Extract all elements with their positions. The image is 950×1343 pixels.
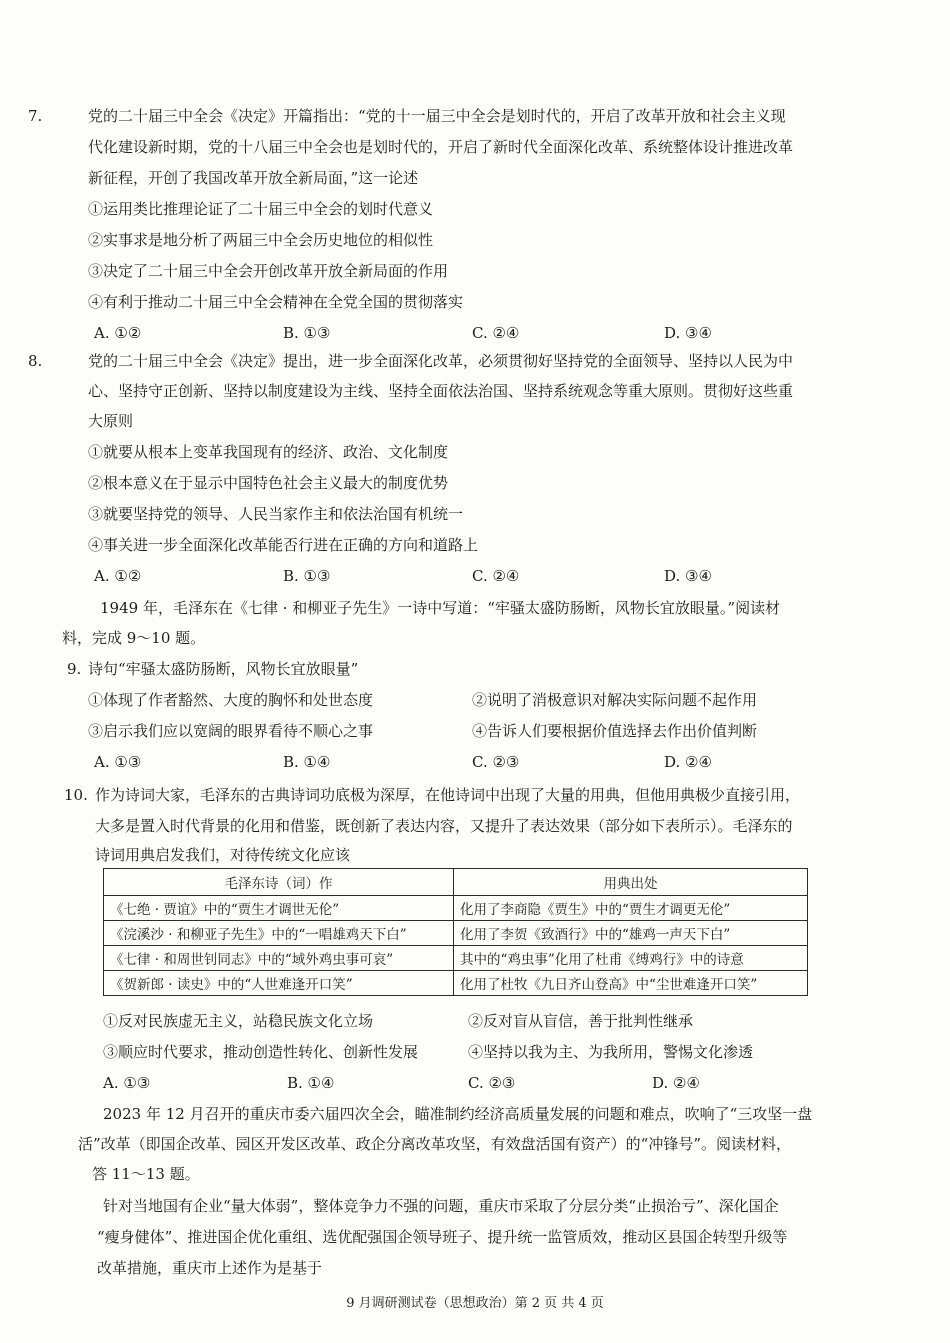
q9-number: 9. [67,660,82,678]
q9-item: ②说明了消极意识对解决实际问题不起作用 [472,691,758,709]
q8-stem-line: 党的二十届三中全会《决定》提出，进一步全面深化改革，必须贯彻好坚持党的全面领导、坚持以人民为中 [88,352,794,370]
q11-stem-line: “瘦身健体”、推进国企优化重组、选优配强国企领导班子、提升统一监管质效，推动区县国企转型升级等 [97,1228,788,1246]
q7-option-a: A. ①② [94,324,142,342]
table-cell: 其中的“鸡虫事”化用了杜甫《缚鸡行》中的诗意 [454,946,808,971]
q9-item: ③启示我们应以宽阔的眼界看待不顺心之事 [88,722,374,740]
q9-option-c: C. ②③ [472,753,520,771]
q7-item: ④有利于推动二十届三中全会精神在全党全国的贯彻落实 [88,293,464,311]
q9-option-b: B. ①④ [283,753,331,771]
material-11-13-line: 答 11～13 题。 [92,1165,200,1183]
q9-item: ①体现了作者豁然、大度的胸怀和处世态度 [88,691,374,709]
q10-stem-line: 诗词用典启发我们，对待传统文化应该 [95,846,351,864]
q11-stem-line: 针对当地国有企业“量大体弱”，整体竞争力不强的问题，重庆市采取了分层分类“止损治亏”、深化国企 [103,1197,779,1215]
q10-item: ①反对民族虚无主义，站稳民族文化立场 [103,1012,374,1030]
table-row [104,946,808,971]
q8-stem-line: 心、坚持守正创新、坚持以制度建设为主线、坚持全面依法治国、坚持系统观念等重大原则。贯彻好这些重 [88,382,794,400]
q10-stem-line: 大多是置入时代背景的化用和借鉴，既创新了表达内容，又提升了表达效果（部分如下表所示）。毛泽东的 [95,817,793,835]
q9-option-a: A. ①③ [94,753,142,771]
q10-item: ③顺应时代要求，推动创造性转化、创新性发展 [103,1043,419,1061]
q8-option-c: C. ②④ [472,567,520,585]
q7-stem-line: 党的二十届三中全会《决定》开篇指出：“党的十一届三中全会是划时代的，开启了改革开放和社会主义现 [88,107,786,125]
table-cell: 《七律 · 和周世钊同志》中的“域外鸡虫事可哀” [104,946,454,971]
table-header-row [104,869,808,896]
q7-item: ②实事求是地分析了两届三中全会历史地位的相似性 [88,231,434,249]
q9-stem: 诗句“牢骚太盛防肠断，风物长宜放眼量” [88,660,359,678]
q8-option-a: A. ①② [94,567,142,585]
q10-number: 10. [64,786,88,804]
table-row [104,971,808,996]
q7-stem-line: 新征程，开创了我国改革开放全新局面，”这一论述 [88,169,419,187]
q7-option-b: B. ①③ [283,324,331,342]
material-9-10-line: 1949 年，毛泽东在《七律 · 和柳亚子先生》一诗中写道：“牢骚太盛防肠断，风物长宜放眼量。”阅读材 [100,599,781,617]
q10-item: ②反对盲从盲信，善于批判性继承 [468,1012,694,1030]
q8-item: ②根本意义在于显示中国特色社会主义最大的制度优势 [88,474,449,492]
q8-item: ③就要坚持党的领导、人民当家作主和依法治国有机统一 [88,505,464,523]
q7-number: 7. [28,107,43,125]
table-cell: 化用了李贺《致酒行》中的“雄鸡一声天下白” [454,921,808,946]
q10-option-d: D. ②④ [652,1074,700,1092]
q10-option-b: B. ①④ [287,1074,335,1092]
q10-item: ④坚持以我为主、为我所用，警惕文化渗透 [468,1043,754,1061]
q8-item: ①就要从根本上变革我国现有的经济、政治、文化制度 [88,443,449,461]
q7-option-c: C. ②④ [472,324,520,342]
table-cell: 化用了杜牧《九日齐山登高》中“尘世难逢开口笑” [454,971,808,996]
q9-option-d: D. ②④ [664,753,712,771]
q8-item: ④事关进一步全面深化改革能否行进在正确的方向和道路上 [88,536,479,554]
table-row [104,896,808,921]
q7-item: ③决定了二十届三中全会开创改革开放全新局面的作用 [88,262,449,280]
q11-stem-line: 改革措施，重庆市上述作为是基于 [97,1259,323,1277]
page-footer: 9 月调研测试卷（思想政治）第 2 页 共 4 页 [346,1296,604,1311]
q7-item: ①运用类比推理论证了二十届三中全会的划时代意义 [88,200,434,218]
q7-option-d: D. ③④ [664,324,712,342]
table-cell: 《浣溪沙 · 和柳亚子先生》中的“一唱雄鸡天下白” [104,921,454,946]
material-9-10-line: 料，完成 9～10 题。 [62,629,206,647]
table-cell: 《七绝 · 贾谊》中的“贾生才调世无伦” [104,896,454,921]
q8-stem-line: 大原则 [88,412,134,430]
q10-option-c: C. ②③ [468,1074,516,1092]
q8-option-b: B. ①③ [283,567,331,585]
q8-number: 8. [28,352,43,370]
q9-item: ④告诉人们要根据价值选择去作出价值判断 [472,722,758,740]
q10-option-a: A. ①③ [103,1074,151,1092]
material-11-13-line: 2023 年 12 月召开的重庆市委六届四次全会，瞄准制约经济高质量发展的问题和难点，吹响了“三攻坚一盘 [103,1105,813,1123]
table-cell: 《贺新郎 · 读史》中的“人世难逢开口笑” [104,971,454,996]
q8-option-d: D. ③④ [664,567,712,585]
q10-stem-line: 作为诗词大家，毛泽东的古典诗词功底极为深厚，在他诗词中出现了大量的用典，但他用典极少直接引用， [95,786,801,804]
q7-stem-line: 代化建设新时期，党的十八届三中全会也是划时代的，开启了新时代全面深化改革、系统整体设计推进改革 [88,138,794,156]
table-cell: 化用了李商隐《贾生》中的“贾生才调更无伦” [454,896,808,921]
table-header: 毛泽东诗（词）作 [104,869,454,896]
allusion-table [103,868,808,996]
material-11-13-line: 活”改革（即国企改革、园区开发区改革、政企分离改革攻坚，有效盘活国有资产）的“冲锋号”。阅读材料， [78,1135,792,1153]
table-header: 用典出处 [454,869,808,896]
table-row [104,921,808,946]
